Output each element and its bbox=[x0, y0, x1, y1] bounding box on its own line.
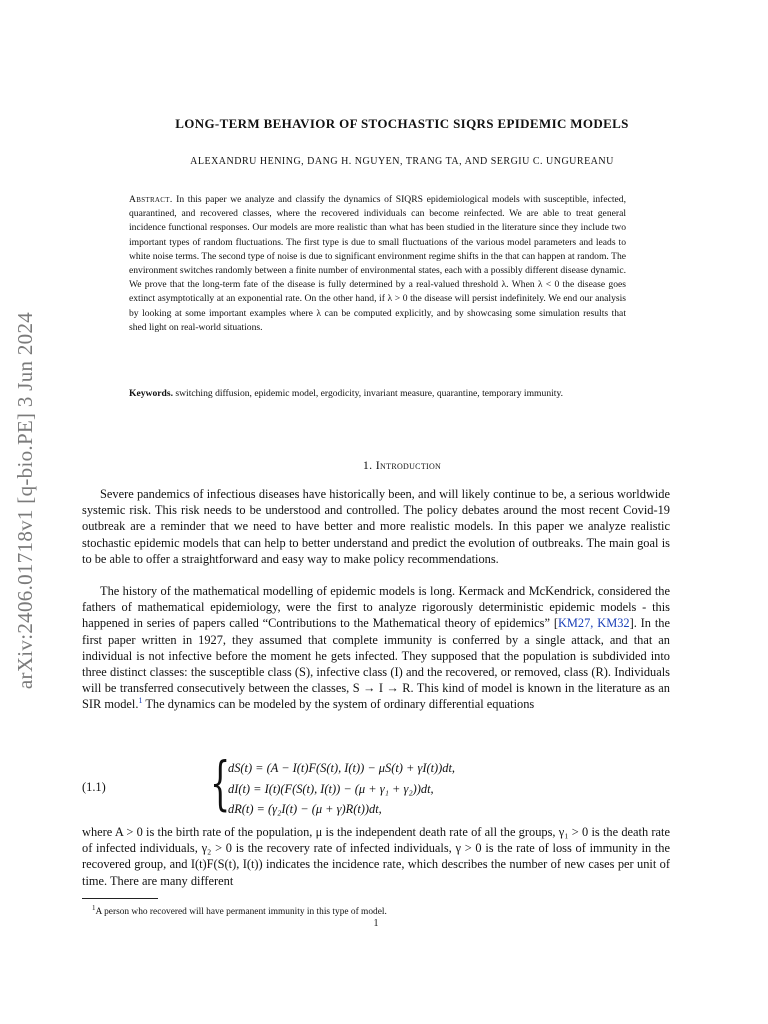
intro-paragraph-1 bbox=[82, 486, 670, 567]
keywords bbox=[129, 387, 626, 401]
paragraph-text: ]. In the first paper written in 1927, they assumed that complete immunity is conferred by a single attack, and that an individual is not infective before the moment he gets infected. They supposed that the population is subdivided into three distinct classes: the susceptible class (S), infective class (I) and the recovered, or removed, class (R). Individuals will be transferred consecutively between the classes, S → I → R. This kind of model is known in the literature as an SIR model. bbox=[82, 616, 670, 712]
arxiv-identifier: arXiv:2406.01718v1 [q-bio.PE] 3 Jun 2024 bbox=[13, 311, 38, 689]
equation-line-di: dI(t) = I(t)(F(S(t), I(t)) − (μ + γ₁ + γ₂))dt, bbox=[228, 781, 434, 796]
equation-line-dr: dR(t) = (γ₂I(t) − (μ + γ)R(t))dt, bbox=[228, 802, 382, 816]
footnote-number: 1 bbox=[92, 904, 96, 912]
page-number: 1 bbox=[373, 918, 379, 929]
abstract-text: In this paper we analyze and classify the dynamics of SIQRS epidemiological models with susceptible, infected, quarantined, and recovered classes, where the recovered individuals can become reinfected. We are able to treat general incidence functional responses. Our models are more realistic than what has been studied in the literature since they include two important types of random fluctuations. The first type is due to small fluctuations of the various model parameters and leads to white noise terms. The second type of noise is due to significant environment regime shifts in the that can happen at random. The environment switches randomly between a finite number of environmental states, each with a possibly different disease dynamic. We prove that the long-term fate of the disease is fully determined by a real-valued threshold λ. When λ < 0 the disease goes extinct asymptotically at an exponential rate. On the other hand, if λ > 0 the disease will persist indefinitely. We end our analysis by looking at some important examples where λ can be computed explicitly, and by showcasing some simulation results that shed light on real-world situations. bbox=[129, 194, 626, 333]
keywords-text: switching diffusion, epidemic model, ergodicity, invariant measure, quarantine, temporary immunity. bbox=[172, 388, 564, 399]
equation-lines bbox=[228, 758, 455, 820]
equation-line-ds: dS(t) = (A − I(t)F(S(t), I(t)) − μS(t) + γI(t))dt, bbox=[228, 761, 456, 775]
section-heading-introduction: 1. Introduction bbox=[362, 458, 442, 472]
footnote-marker[interactable]: 1 bbox=[138, 696, 143, 706]
equation-1-1 bbox=[82, 749, 670, 820]
paragraph-text: Severe pandemics of infectious diseases have historically been, and will likely continue to be, a serious worldwide systemic risk. This risk needs to be understood and controlled. The policy debates around the most recent Covid-19 outbreak are a reminder that we need to have better and more realistic models. In this paper we analyze realistic stochastic epidemic models that can help to better understand and predict the evolution of outbreaks. The main goal is to be able to offer a straightforward and easy way to make policy recommendations. bbox=[82, 487, 670, 566]
footnote-text: A person who recovered will have permanent immunity in this type of model. bbox=[95, 907, 387, 918]
abstract bbox=[129, 193, 626, 335]
footnote bbox=[92, 904, 652, 917]
abstract-label: Abstract. bbox=[129, 194, 173, 205]
left-brace-icon: { bbox=[210, 749, 231, 817]
citation-link[interactable]: KM27, KM32 bbox=[557, 616, 630, 631]
arxiv-side-stamp bbox=[8, 270, 44, 730]
author-list: ALEXANDRU HENING, DANG H. NGUYEN, TRANG TA, AND SERGIU C. UNGUREANU bbox=[190, 156, 614, 167]
paragraph-text: where A > 0 is the birth rate of the population, μ is the independent death rate of all the groups, γ₁ > 0 is the death rate of infected individuals, γ₂ > 0 is the recovery rate of infected individuals, γ > 0 is the rate of loss of immunity in the recovered group, and I(t)F(S(t), I(t)) indicates the incidence rate, which describes the number of new cases per unit of time. There are many different bbox=[82, 825, 670, 888]
keywords-label: Keywords. bbox=[129, 388, 173, 399]
paper-title: LONG-TERM BEHAVIOR OF STOCHASTIC SIQRS EPIDEMIC MODELS bbox=[175, 116, 629, 131]
intro-paragraph-3 bbox=[82, 824, 670, 889]
footnote-divider bbox=[82, 898, 158, 899]
equation-number: (1.1) bbox=[82, 780, 106, 794]
intro-paragraph-2 bbox=[82, 583, 670, 713]
paragraph-text: The history of the mathematical modelling of epidemic models is long. Kermack and McKendrick, considered the fathers of mathematical epidemiology, were the first to analyze rigorously deterministic epidemic models - this happened in series of papers called “Contributions to the Mathematical theory of epidemics” [ bbox=[82, 584, 670, 631]
paragraph-text: The dynamics can be modeled by the system of ordinary differential equations bbox=[142, 697, 535, 712]
